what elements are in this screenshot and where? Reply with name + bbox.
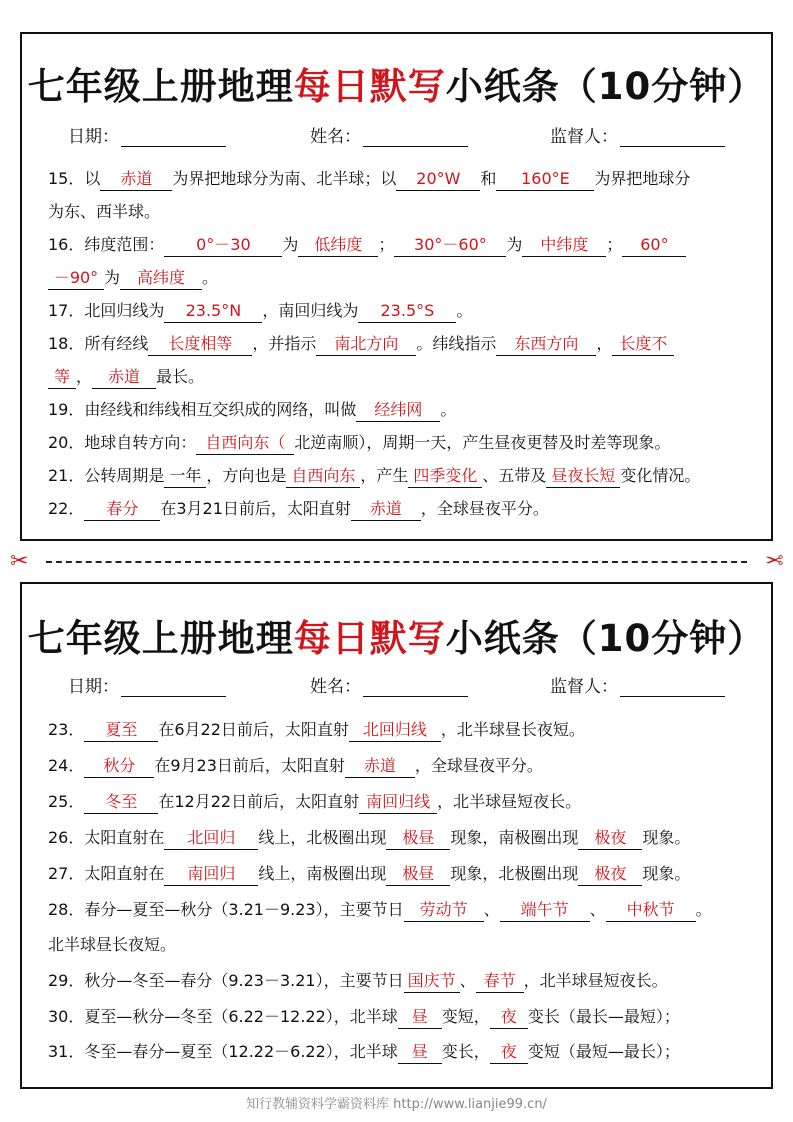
- meta-row: [22, 672, 771, 698]
- question-25: 25． 冬至 在12月22日前后，太阳直射 南回归线 ，北半球昼短夜长。: [48, 791, 760, 814]
- card-title: [22, 608, 771, 662]
- answer: 20°W: [396, 168, 480, 191]
- answer: 长度相等: [148, 333, 252, 356]
- dashed-divider: [46, 561, 747, 563]
- name-field: [310, 122, 468, 147]
- name-blank: [363, 128, 468, 147]
- title-part-1: 七年级上册地理: [27, 65, 294, 108]
- answer: 一年: [164, 465, 206, 488]
- answer: 南北方向: [316, 333, 416, 356]
- answer: 夜: [490, 1041, 528, 1064]
- dictation-card-1: [20, 32, 773, 541]
- supervisor-blank: [620, 678, 725, 697]
- answer: 60°: [622, 234, 686, 257]
- meta-row: [22, 122, 771, 148]
- supervisor-field: [550, 672, 725, 697]
- question-17: 17．北回归线为 23.5°N ，南回归线为 23.5°S 。: [48, 300, 760, 323]
- answer: 极昼: [386, 827, 450, 850]
- answer: 春分: [84, 498, 160, 521]
- question-15-cont: 为东、西半球。: [48, 202, 161, 221]
- title-highlight: 每日默写: [293, 617, 446, 660]
- title-part-2: 小纸条（10分钟）: [445, 617, 766, 660]
- answer: 等: [48, 366, 76, 389]
- question-24: 24． 秋分 在9月23日前后，太阳直射 赤道 ，全球昼夜平分。: [48, 755, 760, 778]
- answer: 夏至: [84, 719, 158, 742]
- cut-line: [0, 550, 793, 574]
- answer: 劳动节: [404, 899, 484, 922]
- answer: 极夜: [578, 863, 642, 886]
- supervisor-field: [550, 122, 725, 147]
- answer: 端午节: [500, 899, 590, 922]
- footer-watermark: 知行教辅资料学霸资料库 http://www.lianjie99.cn/: [246, 1097, 547, 1112]
- answer: 国庆节: [404, 970, 460, 993]
- date-blank: [121, 128, 226, 147]
- supervisor-blank: [620, 128, 725, 147]
- title-highlight: 每日默写: [293, 65, 446, 108]
- date-field: [68, 672, 226, 697]
- answer: 自西向东（: [196, 432, 294, 455]
- answer: 23.5°N: [164, 300, 262, 323]
- question-28: 28．春分—夏至—秋分（3.21－9.23），主要节日 劳动节 、 端午节 、 中秋节 。: [48, 899, 760, 922]
- question-31: 31．冬至—春分—夏至（12.22－6.22），北半球 昼 变长， 夜 变短（最短—最长）；: [48, 1041, 760, 1064]
- supervisor-label: 监督人：: [550, 127, 618, 147]
- date-field: [68, 122, 226, 147]
- answer: 昼: [398, 1041, 442, 1064]
- answer: 昼: [398, 1006, 442, 1029]
- question-23: 23． 夏至 在6月22日前后，太阳直射 北回归线 ，北半球昼长夜短。: [48, 719, 760, 742]
- dictation-card-2: [20, 582, 773, 1089]
- answer: 赤道: [100, 168, 172, 191]
- answer: 夜: [490, 1006, 528, 1029]
- card-title: [22, 56, 771, 110]
- answer: 极昼: [386, 863, 450, 886]
- date-label: 日期：: [68, 677, 119, 697]
- question-21: 21．公转周期是 一年 ，方向也是 自西向东 ，产生 四季变化 、五带及 昼夜长短 变化情况。: [48, 465, 760, 488]
- question-18-cont: 等 ， 赤道 最长。: [48, 366, 760, 389]
- answer: 赤道: [351, 498, 421, 521]
- answer: 南回归: [164, 863, 258, 886]
- question-16: 16．纬度范围： 0°－30 为 低纬度 ； 30°－60° 为 中纬度 ； 60°: [48, 234, 760, 257]
- answer: 秋分: [84, 755, 154, 778]
- name-field: [310, 672, 468, 697]
- question-26: 26．太阳直射在 北回归 线上，北极圈出现 极昼 现象，南极圈出现 极夜 现象。: [48, 827, 760, 850]
- answer: 赤道: [345, 755, 415, 778]
- answer: 长度不: [612, 333, 674, 356]
- name-label: 姓名：: [310, 127, 361, 147]
- question-30: 30．夏至—秋分—冬至（6.22－12.22），北半球 昼 变短， 夜 变长（最长—最短）；: [48, 1006, 760, 1029]
- date-blank: [121, 678, 226, 697]
- name-blank: [363, 678, 468, 697]
- answer: 160°E: [496, 168, 594, 191]
- answer: 赤道: [92, 366, 156, 389]
- answer: 0°－30: [164, 234, 282, 257]
- answer: －90°: [48, 267, 104, 290]
- answer: 南回归线: [359, 791, 437, 814]
- answer: 春节: [476, 970, 524, 993]
- answer: 23.5°S: [358, 300, 456, 323]
- answer: 极夜: [578, 827, 642, 850]
- answer: 经纬网: [356, 399, 440, 422]
- answer: 昼夜长短: [546, 465, 620, 488]
- scissors-icon: ✂: [10, 549, 29, 574]
- question-29: 29．秋分—冬至—春分（9.23－3.21），主要节日 国庆节 、 春节 ，北半球昼短夜长。: [48, 970, 760, 993]
- answer: 低纬度: [298, 234, 378, 257]
- answer: 自西向东: [286, 465, 360, 488]
- name-label: 姓名：: [310, 677, 361, 697]
- answer: 北回归线: [349, 719, 441, 742]
- question-28-cont: 北半球昼长夜短。: [48, 935, 177, 954]
- question-20: 20．地球自转方向： 自西向东（ 北逆南顺），周期一天，产生昼夜更替及时差等现象。: [48, 432, 760, 455]
- title-part-1: 七年级上册地理: [27, 617, 294, 660]
- title-part-2: 小纸条（10分钟）: [445, 65, 766, 108]
- question-16-cont: －90° 为 高纬度 。: [48, 267, 760, 290]
- question-15: 15．以 赤道 为界把地球分为南、北半球；以 20°W 和 160°E 为界把地球分: [48, 168, 760, 191]
- answer: 四季变化: [408, 465, 482, 488]
- answer: 中纬度: [522, 234, 606, 257]
- answer: 冬至: [84, 791, 158, 814]
- question-18: 18．所有经线 长度相等 ，并指示 南北方向 。纬线指示 东西方向 ， 长度不: [48, 333, 760, 356]
- question-27: 27．太阳直射在 南回归 线上，南极圈出现 极昼 现象，北极圈出现 极夜 现象。: [48, 863, 760, 886]
- date-label: 日期：: [68, 127, 119, 147]
- answer: 东西方向: [496, 333, 596, 356]
- answer: 30°－60°: [394, 234, 506, 257]
- question-19: 19．由经线和纬线相互交织成的网络，叫做 经纬网 。: [48, 399, 760, 422]
- answer: 中秋节: [606, 899, 696, 922]
- supervisor-label: 监督人：: [550, 677, 618, 697]
- scissors-icon: ✂: [764, 549, 783, 574]
- answer: 北回归: [164, 827, 258, 850]
- answer: 高纬度: [120, 267, 202, 290]
- question-22: 22． 春分 在3月21日前后，太阳直射 赤道 ，全球昼夜平分。: [48, 498, 760, 521]
